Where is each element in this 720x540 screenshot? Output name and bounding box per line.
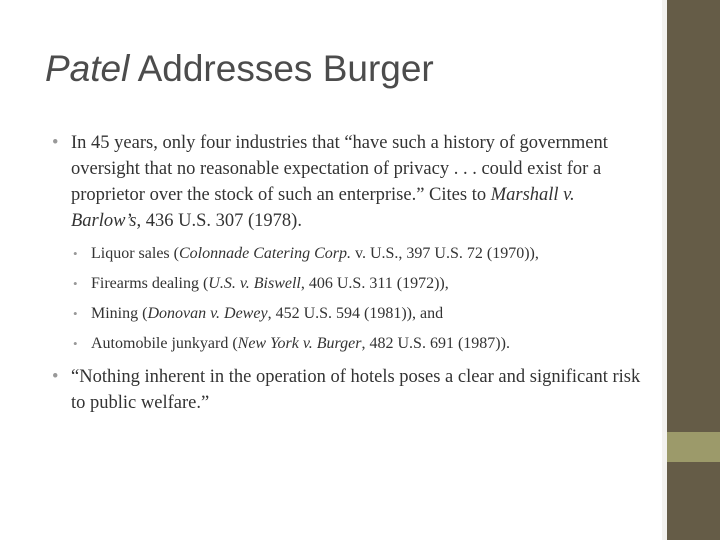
sub-bullet-firearms bbox=[73, 272, 642, 296]
slide-title bbox=[45, 46, 645, 92]
sub-bullet-text: , 406 U.S. 311 (1972)), bbox=[300, 275, 449, 292]
sub-bullet-text: Liquor sales ( bbox=[91, 245, 179, 262]
case-name: Colonnade Catering Corp. bbox=[178, 245, 351, 262]
bullet-text: , 436 U.S. 307 (1978). bbox=[136, 211, 302, 231]
sidebar-accent bbox=[667, 432, 720, 462]
bullet-text: In 45 years, only four industries that “have such a history of government oversight that no reasonable expectation of privacy . . . could exist for a proprietor over the stock of such an enterprise.” Cites to bbox=[71, 133, 608, 205]
case-citation: Marshall v. Barlow’s bbox=[71, 185, 575, 231]
title-middle: Addresses bbox=[129, 48, 323, 89]
sub-bullet-text: Firearms dealing ( bbox=[91, 275, 209, 292]
sub-bullet-text: , 452 U.S. 594 (1981)), and bbox=[267, 305, 444, 322]
case-name: U.S. v. Biswell bbox=[208, 275, 301, 292]
title-end: Burger bbox=[322, 48, 434, 89]
sub-bullet-text: Mining ( bbox=[91, 305, 148, 322]
sub-bullet-list bbox=[73, 242, 642, 356]
bullet-text: “Nothing inherent in the operation of hotels poses a clear and significant risk to public welfare.” bbox=[71, 367, 641, 413]
bullet-item-four-industries bbox=[52, 130, 642, 234]
title-italic-patel: Patel bbox=[45, 48, 130, 89]
sub-bullet-liquor bbox=[73, 242, 642, 266]
sub-bullet-mining bbox=[73, 302, 642, 326]
sub-bullet-junkyard bbox=[73, 332, 642, 356]
case-name: New York v. Burger bbox=[237, 335, 362, 352]
bullet-item-hotels bbox=[52, 364, 642, 416]
case-name: Donovan v. Dewey bbox=[147, 305, 268, 322]
body-content bbox=[52, 130, 642, 416]
sub-bullet-text: , 482 U.S. 691 (1987)). bbox=[361, 335, 510, 352]
sub-bullet-text: v. U.S., 397 U.S. 72 (1970)), bbox=[351, 245, 539, 262]
sub-bullet-text: Automobile junkyard ( bbox=[91, 335, 238, 352]
